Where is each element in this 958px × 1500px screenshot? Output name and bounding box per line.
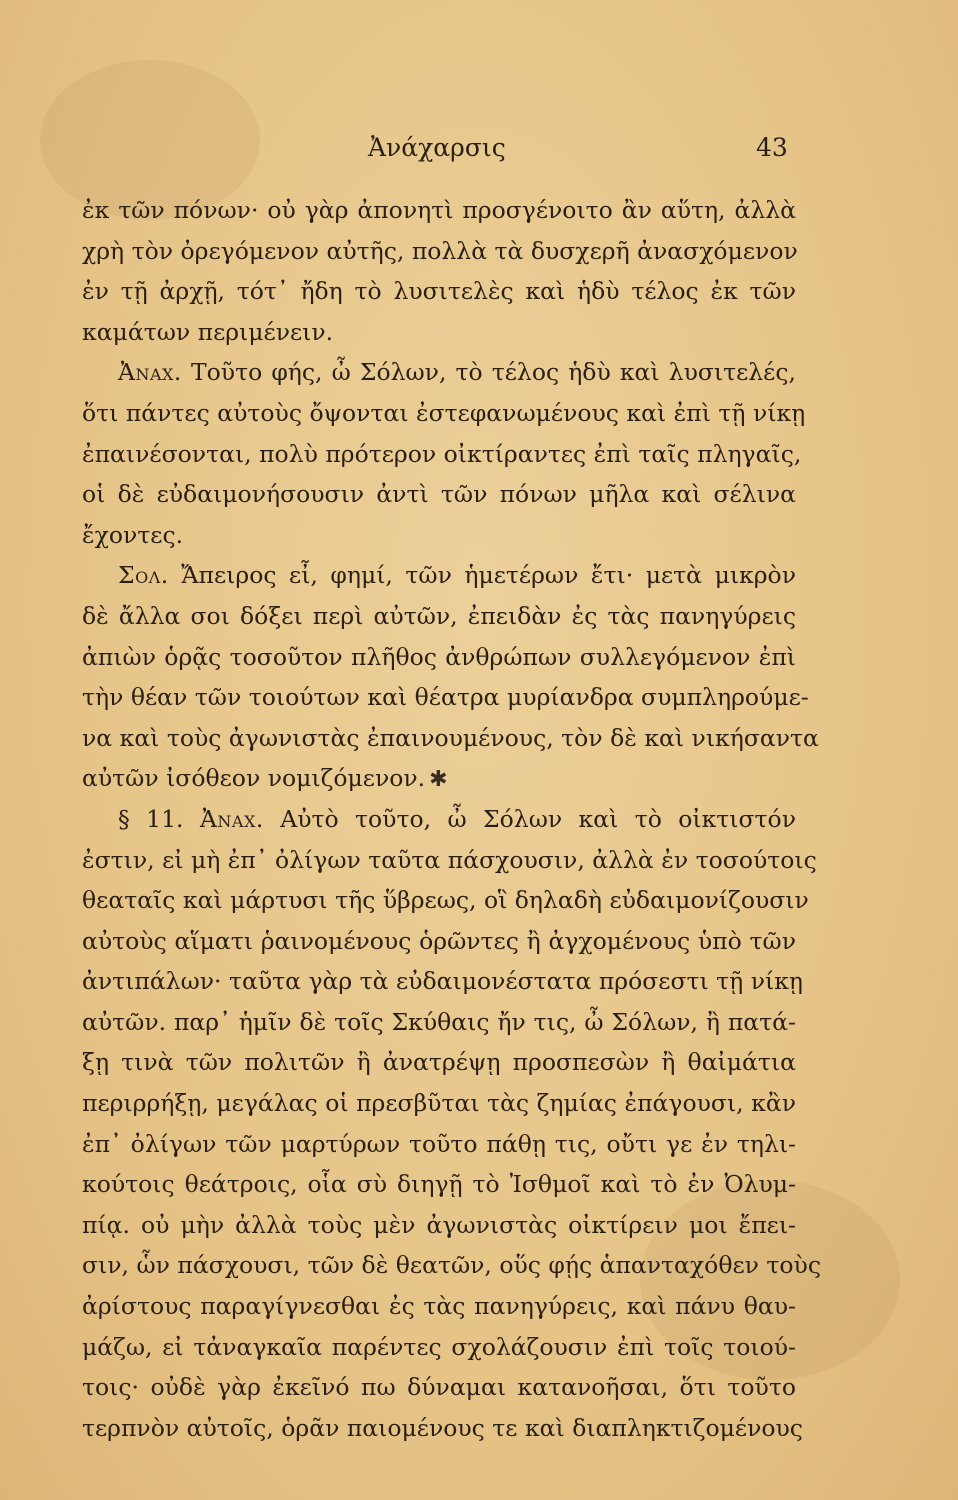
speaker-label: Σολ. (118, 561, 169, 590)
text-line: πίᾳ. οὐ μὴν ἀλλὰ τοὺς μὲν ἀγωνιστὰς οἰκτίρειν μοι ἔπει- (82, 1210, 796, 1239)
text-line: τερπνὸν αὐτοῖς, ὁρᾶν παιομένους τε καὶ διαπληκτιζομένους (82, 1413, 803, 1442)
speaker-line (82, 352, 796, 393)
text-line: αὐτοὺς αἵματι ῥαινομένους ὁρῶντες ἢ ἀγχομένους ὑπὸ τῶν (82, 926, 796, 955)
text-line: ἐπαινέσονται, πολὺ πρότερον οἰκτίραντες ἐπὶ ταῖς πληγαῖς, (82, 439, 802, 468)
text-line: χρὴ τὸν ὀρεγόμενον αὐτῆς, πολλὰ τὰ δυσχερῆ ἀνασχόμενον (82, 236, 798, 265)
text-line: ἀντιπάλων· ταῦτα γὰρ τὰ εὐδαιμονέστατα πρόσεστι τῇ νίκῃ (82, 967, 803, 996)
speaker-line (82, 555, 796, 596)
text-line: δὲ ἄλλα σοι δόξει περὶ αὐτῶν, ἐπειδὰν ἐς τὰς πανηγύρεις (82, 601, 796, 630)
text-line: ἐπ᾽ ὀλίγων τῶν μαρτύρων τοῦτο πάθῃ τις, οὔτι γε ἐν τηλι- (82, 1129, 796, 1158)
text-line: μάζω, εἰ τἀναγκαῖα παρέντες σχολάζουσιν ἐπὶ τοῖς τοιού- (82, 1332, 796, 1361)
text-line: ἐν τῇ ἀρχῇ, τότ᾽ ἤδη τὸ λυσιτελὲς καὶ ἡδὺ τέλος ἐκ τῶν (82, 277, 796, 306)
text-line: ὅτι πάντες αὐτοὺς ὄψονται ἐστεφανωμένους καὶ ἐπὶ τῇ νίκῃ (82, 398, 806, 427)
speaker-label: Ἀναχ. (199, 804, 264, 833)
text-line: ἀπιὼν ὁρᾷς τοσοῦτον πλῆθος ἀνθρώπων συλλεγόμενον ἐπὶ (82, 642, 796, 671)
asterisk-mark: ✱ (429, 767, 448, 793)
line-text: Αὐτὸ τοῦτο, ὦ Σόλων καὶ τὸ οἰκτιστόν (280, 804, 796, 833)
text-line: ξῃ τινὰ τῶν πολιτῶν ἢ ἀνατρέψῃ προσπεσὼν ἢ θαἰμάτια (82, 1048, 796, 1077)
text-line: τοις· οὐδὲ γὰρ ἐκεῖνό πω δύναμαι κατανοῆσαι, ὅτι τοῦτο (82, 1373, 796, 1402)
text-line: περιρρήξῃ, μεγάλας οἱ πρεσβῦται τὰς ζημίας ἐπάγουσι, κἂν (82, 1089, 796, 1118)
line-text: Ἄπειρος εἶ, φημί, τῶν ἡμετέρων ἔτι· μετὰ μικρὸν (181, 561, 796, 590)
page-header (0, 133, 958, 173)
page-number: 43 (756, 133, 788, 162)
text-line: οἱ δὲ εὐδαιμονήσουσιν ἀντὶ τῶν πόνων μῆλα καὶ σέλινα (82, 480, 796, 509)
text-line (82, 758, 796, 799)
text-line: τὴν θέαν τῶν τοιούτων καὶ θέατρα μυρίανδρα συμπληρούμε- (82, 683, 809, 712)
running-title: Ἀνάχαρσις (368, 133, 506, 162)
text-line: να καὶ τοὺς ἀγωνιστὰς ἐπαινουμένους, τὸν δὲ καὶ νικήσαντα (82, 723, 819, 752)
section-number: § 11. (118, 804, 184, 833)
text-line: αὐτῶν. παρ᾽ ἡμῖν δὲ τοῖς Σκύθαις ἤν τις, ὦ Σόλων, ἢ πατά- (82, 1007, 796, 1036)
text-line: κούτοις θεάτροις, οἷα σὺ διηγῇ τὸ Ἰσθμοῖ καὶ τὸ ἐν Ὀλυμ- (82, 1170, 796, 1199)
text-line: θεαταῖς καὶ μάρτυσι τῆς ὕβρεως, οἳ δηλαδὴ εὐδαιμονίζουσιν (82, 886, 809, 915)
text-line: ἀρίστους παραγίγνεσθαι ἐς τὰς πανηγύρεις, καὶ πάνυ θαυ- (82, 1292, 796, 1321)
text-line: ἔχοντες. (82, 520, 184, 549)
text-line: ἐκ τῶν πόνων· οὐ γὰρ ἀπονητὶ προσγένοιτο ἂν αὕτη, ἀλλὰ (82, 196, 796, 224)
line-text: Τοῦτο φής, ὦ Σόλων, τὸ τέλος ἡδὺ καὶ λυσιτελές, (190, 358, 796, 387)
body-text (82, 190, 821, 1448)
text-line: καμάτων περιμένειν. (82, 317, 334, 346)
speaker-label: Ἀναχ. (118, 358, 182, 387)
text-line: σιν, ὧν πάσχουσι, τῶν δὲ θεατῶν, οὕς φῄς ἁπανταχόθεν τοὺς (82, 1251, 821, 1280)
section-line (82, 799, 796, 840)
text-line: ἐστιν, εἰ μὴ ἐπ᾽ ὀλίγων ταῦτα πάσχουσιν, ἀλλὰ ἐν τοσούτοις (82, 845, 817, 874)
line-text: αὐτῶν ἰσόθεον νομιζόμενον. (82, 764, 426, 793)
